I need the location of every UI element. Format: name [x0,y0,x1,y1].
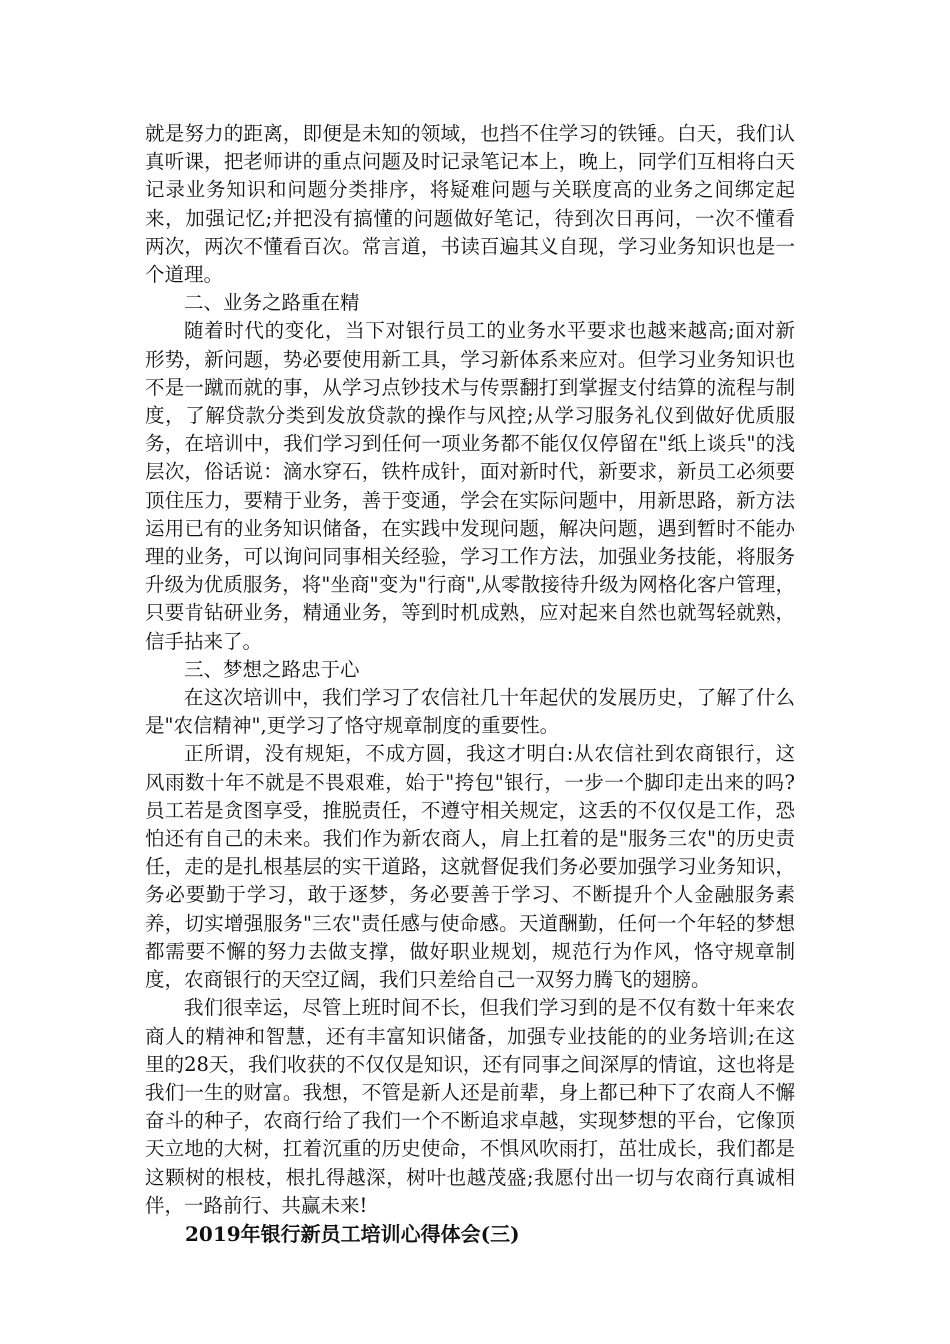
body-paragraph: 随着时代的变化，当下对银行员工的业务水平要求也越来越高;面对新形势，新问题，势必要使用新工具，学习新体系来应对。但学习业务知识也不是一蹴而就的事，从学习点钞技术与传票翻打到掌握支付结算的流程与制度，了解贷款分类到发放贷款的操作与风控;从学习服务礼仪到做好优质服务，在培训中，我们学习到任何一项业务都不能仅仅停留在"纸上谈兵"的浅层次，俗话说：滴水穿石，铁杵成针，面对新时代，新要求，新员工必须要顶住压力，要精于业务，善于变通，学会在实际问题中，用新思路，新方法运用已有的业务知识储备，在实践中发现问题，解决问题，遇到暂时不能办理的业务，可以询问同事相关经验，学习工作方法，加强业务技能，将服务升级为优质服务，将"坐商"变为"行商",从零散接待升级为网格化客户管理，只要肯钻研业务，精通业务，等到时机成熟，应对起来自然也就驾轻就熟，信手拈来了。 [145,319,795,653]
body-paragraph: 就是努力的距离，即便是未知的领域，也挡不住学习的铁锤。白天，我们认真听课，把老师讲的重点问题及时记录笔记本上，晚上，同学们互相将白天记录业务知识和问题分类排序，将疑难问题与关联度高的业务之间绑定起来，加强记忆;并把没有搞懂的问题做好笔记，待到次日再问，一次不懂看两次，两次不懂看百次。常言道，书读百遍其义自现，学习业务知识也是一个道理。 [145,122,795,287]
section-heading-business: 二、业务之路重在精 [184,291,360,315]
section-heading-dream: 三、梦想之路忠于心 [184,657,360,681]
body-paragraph: 正所谓，没有规矩，不成方圆，我这才明白:从农信社到农商银行，这风雨数十年不就是不畏艰难，始于"挎包"银行，一步一个脚印走出来的吗?员工若是贪图享受，推脱责任，不遵守相关规定，这丢的不仅仅是工作，恐怕还有自己的未来。我们作为新农商人，肩上扛着的是"服务三农"的历史责任，走的是扎根基层的实干道路，这就督促我们务必要加强学习业务知识，务必要勤于学习，敢于逐梦，务必要善于学习、不断提升个人金融服务素养，切实增强服务"三农"责任感与使命感。天道酬勤，任何一个年轻的梦想都需要不懈的努力去做支撑，做好职业规划，规范行为作风，恪守规章制度，农商银行的天空辽阔，我们只差给自己一双努力腾飞的翅膀。 [145,742,795,992]
document-page [145,120,795,1248]
body-paragraph: 在这次培训中，我们学习了农信社几十年起伏的发展历史，了解了什么是"农信精神",更学习了恪守规章制度的重要性。 [145,686,795,738]
body-paragraph: 我们很幸运，尽管上班时间不长，但我们学习到的是不仅有数十年来农商人的精神和智慧，还有丰富知识储备，加强专业技能的的业务培训;在这里的28天，我们收获的不仅仅是知识，还有同事之间深厚的情谊，这也将是我们一生的财富。我想，不管是新人还是前辈，身上都已种下了农商人不懈奋斗的种子，农商行给了我们一个不断追求卓越，实现梦想的平台，它像顶天立地的大树，扛着沉重的历史使命，不惧风吹雨打，茁壮成长，我们都是这颗树的根枝，根扎得越深，树叶也越茂盛;我愿付出一切与农商行真诚相伴，一路前行、共赢未来! [145,996,795,1217]
document-title: 2019年银行新员工培训心得体会(三) [185,1221,520,1246]
